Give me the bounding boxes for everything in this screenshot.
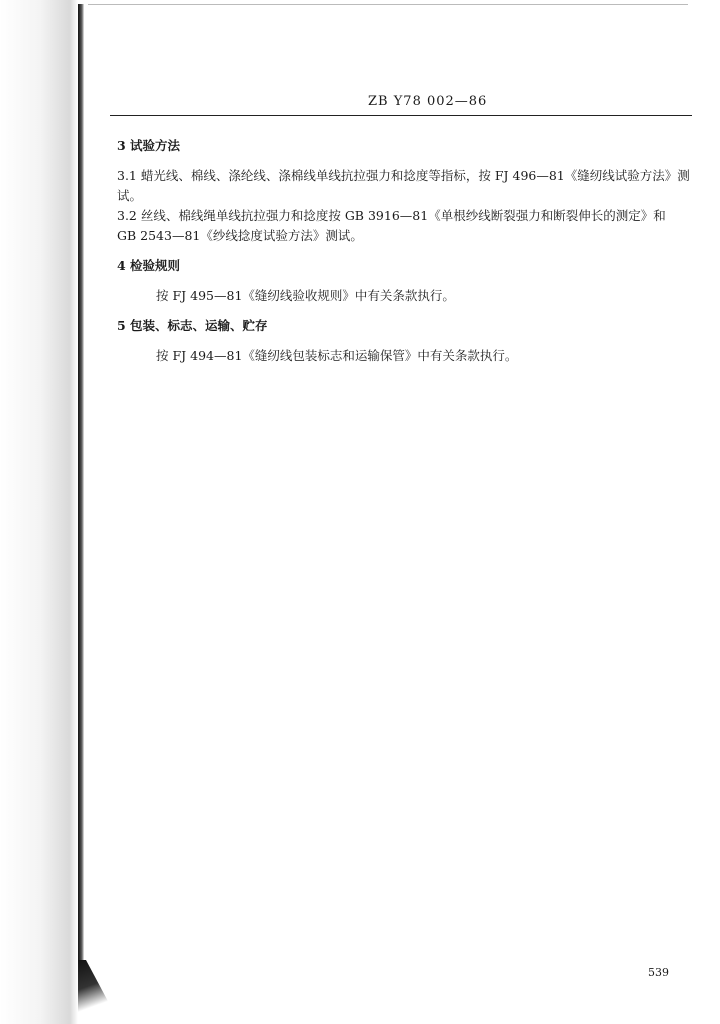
section-4-text: 按 FJ 495—81《缝纫线验收规则》中有关条款执行。 <box>156 288 455 303</box>
binding-foot-shadow <box>78 960 118 1020</box>
page-header <box>110 94 692 116</box>
section-3-1-line-2: 试。 <box>117 188 143 203</box>
binding-shadow <box>0 0 78 1024</box>
section-3-title: 3 试验方法 <box>117 138 181 153</box>
section-4-title: 4 检验规则 <box>117 258 181 273</box>
top-edge-line <box>88 4 688 5</box>
binding-edge <box>78 4 84 1020</box>
section-5-text: 按 FJ 494—81《缝纫线包装标志和运输保管》中有关条款执行。 <box>156 348 518 363</box>
standard-code: ZB Y78 002—86 <box>368 94 488 109</box>
section-3-2-line-2: GB 2543—81《纱线捻度试验方法》测试。 <box>117 228 363 243</box>
section-3-2-line-1: 3.2 丝线、棉线绳单线抗拉强力和捻度按 GB 3916—81《单根纱线断裂强力和断裂伸长的测定》和 <box>117 208 666 223</box>
header-rule <box>110 115 692 116</box>
section-3-1-line-1: 3.1 蜡光线、棉线、涤纶线、涤棉线单线抗拉强力和捻度等指标，按 FJ 496—81《缝纫线试验方法》测 <box>117 168 690 183</box>
section-5-title: 5 包装、标志、运输、贮存 <box>117 318 268 333</box>
page-number: 539 <box>648 966 669 979</box>
document-body <box>117 136 697 366</box>
